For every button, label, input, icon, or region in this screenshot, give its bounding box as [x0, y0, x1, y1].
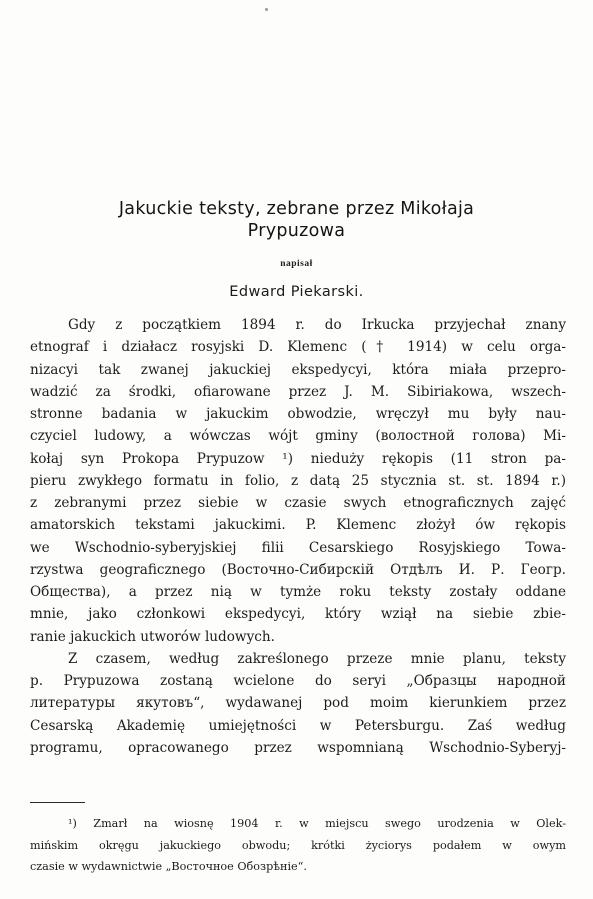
title-line-2: Prypuzowa — [247, 221, 346, 241]
author-name: Edward Piekarski. — [229, 284, 364, 300]
title-line-1: Jakuckie teksty, zebrane przez Mikołaja — [118, 199, 475, 219]
body-text — [30, 314, 566, 759]
text-line: Cesarską Akademię umiejętności w Petersburgu. Zaś według — [30, 717, 566, 734]
footnote-line: ¹) Zmarł na wiosnę 1904 r. w miejscu swego urodzenia w Olek- — [68, 817, 566, 830]
scan-speck — [265, 8, 268, 11]
text-line: rzystwa geograficznego (Восточно-Сибирскій Отдѣлъ И. Р. Геогр. — [30, 561, 566, 578]
text-line: programu, opracowanego przez wspomnianą Wschodnio-Syberyj- — [30, 739, 566, 756]
text-line: stronne badania w jakuckim obwodzie, wręczył mu były nau- — [30, 406, 566, 422]
text-line: nizacyi tak zwanej jakuckiej ekspedycyi, która miała przepro- — [30, 361, 566, 378]
text-line: wadzić za środki, ofiarowane przez J. M. Sibiriakowa, wszech- — [30, 383, 566, 400]
text-line: литературы якутовъ“, wydawanej pod moim kierunkiem przez — [30, 695, 566, 712]
text-line: mnie, jako członkowi ekspedycyi, który wziął na siebie zbie- — [30, 606, 566, 623]
text-line: kołaj syn Prokopa Prypuzow ¹) nieduży rękopis (11 stron pa- — [30, 450, 566, 467]
text-line: Z czasem, według zakreślonego przeze mnie planu, teksty — [68, 650, 566, 667]
text-line: z zebranymi przez siebie w czasie swych etnograficznych zajęć — [30, 495, 566, 511]
footnote-line: czasie w wydawnictwie „Восточное Обозрѣніе“. — [30, 860, 307, 873]
text-line: Gdy z początkiem 1894 r. do Irkucka przyjechał znany — [68, 317, 566, 333]
byline: napisał — [280, 259, 313, 269]
footnote-divider — [30, 802, 85, 803]
text-line: czyciel ludowy, a wówczas wójt gminy (волостной голова) Mi- — [30, 428, 566, 445]
text-line: amatorskich tekstami jakuckimi. P. Klemenc złożył ów rękopis — [30, 517, 566, 534]
footnotes — [30, 813, 566, 878]
text-line: ranie jakuckich utworów ludowych. — [30, 628, 275, 645]
article-title — [40, 198, 553, 242]
text-line: pieru zwykłego formatu in folio, z datą 25 stycznia st. st. 1894 r.) — [30, 472, 566, 489]
text-line: etnograf i działacz rosyjski D. Klemenc († 1914) w celu orga- — [30, 339, 566, 356]
text-line: Общества), a przez nią w tymże roku teksty zostały oddane — [30, 584, 566, 600]
text-line: we Wschodnio-syberyjskiej filii Cesarskiego Rosyjskiego Towa- — [30, 539, 566, 556]
text-line: p. Prypuzowa zostaną wcielone do seryi „Образцы народной — [30, 673, 566, 689]
footnote-line: mińskim okręgu jakuckiego obwodu; krótki życiorys podałem w owym — [30, 838, 566, 852]
